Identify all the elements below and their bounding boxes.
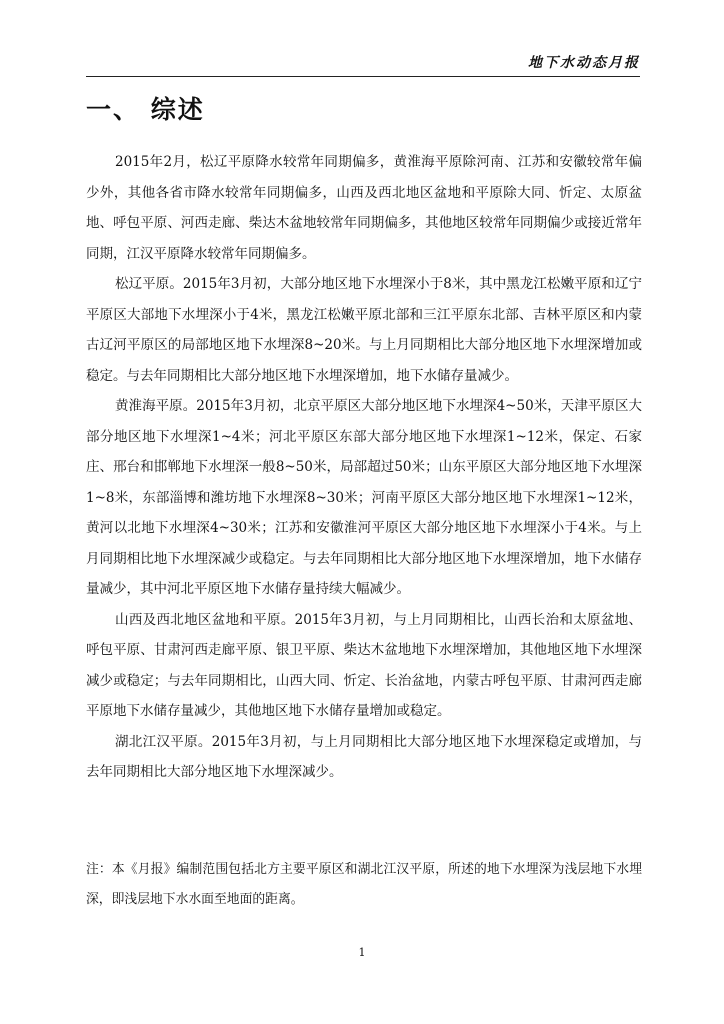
- header-title: 地下水动态月报: [528, 55, 640, 71]
- paragraph-huanghuaihai: 黄淮海平原。2015年3月初，北京平原区大部分地区地下水埋深4~50米，天津平原区大部分地区地下水埋深1~4米；河北平原区东部大部分地区地下水埋深1~12米，保定、石家庄、邢台和邯郸地下水埋深一般8~50米，局部超过50米；山东平原区大部分地区地下水埋深1~8米，东部淄博和潍坊地下水埋深8~30米；河南平原区大部分地区地下水埋深1~12米，黄河以北地下水埋深4~30米；江苏和安徽淮河平原区大部分地区地下水埋深小于4米。与上月同期相比地下水埋深减少或稳定。与去年同期相比大部分地区地下水埋深增加，地下水储存量减少，其中河北平原区地下水储存量持续大幅减少。: [86, 398, 642, 597]
- body-text: [86, 147, 642, 788]
- footnote: 注：本《月报》编制范围包括北方主要平原区和湖北江汉平原，所述的地下水埋深为浅层地下水埋深，即浅层地下水水面至地面的距离。: [86, 862, 642, 907]
- paragraph-summary: 2015年2月，松辽平原降水较常年同期偏多，黄淮海平原除河南、江苏和安徽较常年偏少外，其他各省市降水较常年同期偏多，山西及西北地区盆地和平原除大同、忻定、太原盆地、呼包平原、河西走廊、柴达木盆地较常年同期偏多，其他地区较常年同期偏少或接近常年同期，江汉平原降水较常年同期偏多。: [86, 154, 642, 262]
- paragraph-songliao: 松辽平原。2015年3月初，大部分地区地下水埋深小于8米，其中黑龙江松嫩平原和辽宁平原区大部地下水埋深小于4米，黑龙江松嫩平原北部和三江平原东北部、吉林平原区和内蒙古辽河平原区的局部地区地下水埋深8~20米。与上月同期相比大部分地区地下水埋深增加或稳定。与去年同期相比大部分地区地下水埋深增加，地下水储存量减少。: [86, 276, 642, 384]
- page-number: 1: [358, 946, 366, 959]
- paragraph-shanxi-northwest: 山西及西北地区盆地和平原。2015年3月初，与上月同期相比，山西长治和太原盆地、呼包平原、甘肃河西走廊平原、银卫平原、柴达木盆地地下水埋深增加，其他地区地下水埋深减少或稳定；与去年同期相比，山西大同、忻定、长治盆地，内蒙古呼包平原、甘肃河西走廊平原地下水储存量减少，其他地区地下水储存量增加或稳定。: [86, 611, 642, 719]
- paragraph-jianghan: 湖北江汉平原。2015年3月初，与上月同期相比大部分地区地下水埋深稳定或增加，与去年同期相比大部分地区地下水埋深减少。: [86, 733, 642, 780]
- page-header: [86, 52, 640, 77]
- section-heading: 一、 综述: [86, 95, 205, 124]
